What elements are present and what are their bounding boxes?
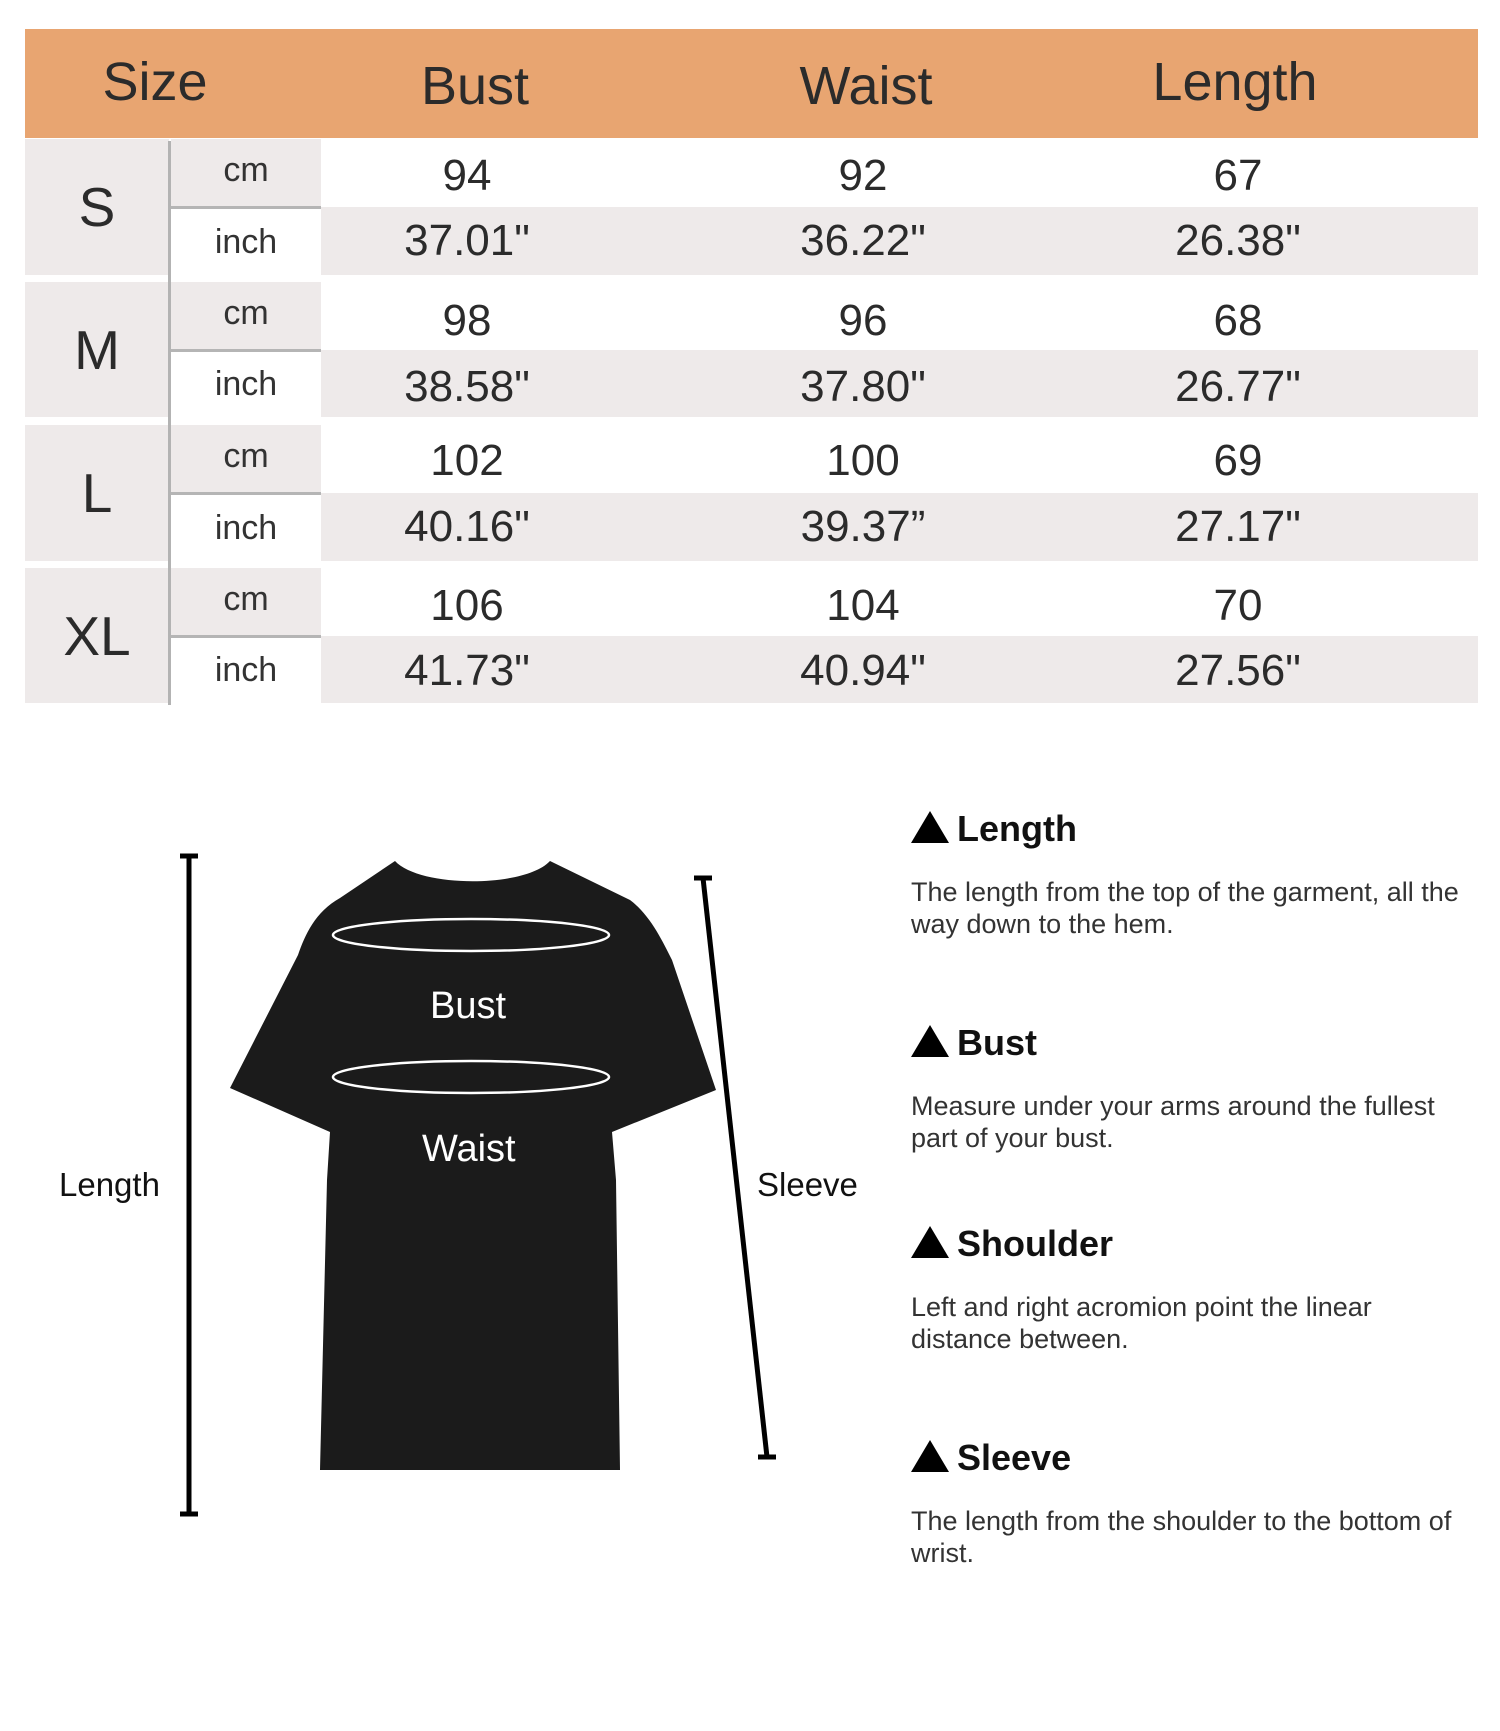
- triangle-icon: [911, 811, 949, 843]
- note-text-shoulder: Left and right acromion point the linear distance between.: [911, 1292, 1372, 1354]
- value-xl-cm-length: 70: [1213, 581, 1263, 630]
- bust-label: Bust: [430, 985, 507, 1027]
- note-title-length: Length: [911, 811, 1077, 847]
- size-cell-l: L: [25, 425, 169, 561]
- note-text-length: The length from the top of the garment, all the way down to the hem.: [911, 877, 1459, 939]
- table-header: [25, 29, 1478, 138]
- value-m-inch-length: 26.77": [1175, 362, 1301, 411]
- value-xl-inch-waist: 40.94": [800, 646, 926, 695]
- value-xl-inch-length: 27.56": [1175, 646, 1301, 695]
- value-xl-cm-bust: 106: [430, 581, 504, 630]
- note-text-bust: Measure under your arms around the fullest part of your bust.: [911, 1091, 1435, 1153]
- size-chart-table: [25, 29, 1478, 705]
- value-l-cm-length: 69: [1213, 436, 1263, 485]
- length-measure-line: [180, 856, 198, 1514]
- value-l-inch-waist: 39.37”: [800, 502, 926, 551]
- size-cell-xl: XL: [25, 568, 169, 703]
- size-cell-s: S: [25, 139, 169, 275]
- note-title-sleeve: Sleeve: [911, 1440, 1071, 1476]
- value-s-inch-bust: 37.01": [404, 216, 530, 265]
- note-title-bust: Bust: [911, 1025, 1037, 1061]
- triangle-icon: [911, 1025, 949, 1057]
- unit-cm-s: cm: [171, 139, 321, 209]
- value-m-inch-bust: 38.58": [404, 362, 530, 411]
- unit-inch-m: inch: [171, 352, 321, 417]
- unit-cm-m: cm: [171, 282, 321, 352]
- sleeve-side-label: Sleeve: [757, 1166, 858, 1203]
- unit-cm-l: cm: [171, 425, 321, 495]
- value-s-inch-waist: 36.22": [800, 216, 926, 265]
- unit-inch-xl: inch: [171, 638, 321, 703]
- waist-label: Waist: [422, 1128, 516, 1170]
- value-s-cm-length: 67: [1213, 151, 1263, 200]
- value-xl-cm-waist: 104: [826, 581, 900, 630]
- value-l-inch-bust: 40.16": [404, 502, 530, 551]
- unit-cm-xl: cm: [171, 568, 321, 638]
- value-m-inch-waist: 37.80": [800, 362, 926, 411]
- note-text-sleeve: The length from the shoulder to the bottom of wrist.: [911, 1506, 1452, 1568]
- length-side-label: Length: [59, 1166, 160, 1203]
- size-cell-m: M: [25, 282, 169, 417]
- value-m-cm-bust: 98: [442, 296, 492, 345]
- value-s-inch-length: 26.38": [1175, 216, 1301, 265]
- value-m-cm-length: 68: [1213, 296, 1263, 345]
- value-l-cm-waist: 100: [826, 436, 900, 485]
- header-bust: Bust: [420, 56, 530, 116]
- value-l-cm-bust: 102: [430, 436, 504, 485]
- header-waist: Waist: [799, 56, 933, 116]
- value-l-inch-length: 27.17": [1175, 502, 1301, 551]
- column-divider: [168, 141, 171, 705]
- value-s-cm-bust: 94: [442, 151, 492, 200]
- header-length: Length: [1152, 52, 1318, 112]
- value-m-cm-waist: 96: [838, 296, 888, 345]
- value-xl-inch-bust: 41.73": [404, 646, 530, 695]
- triangle-icon: [911, 1440, 949, 1472]
- triangle-icon: [911, 1226, 949, 1258]
- unit-inch-l: inch: [171, 495, 321, 561]
- unit-inch-s: inch: [171, 209, 321, 275]
- header-size: Size: [102, 52, 208, 112]
- value-s-cm-waist: 92: [838, 151, 888, 200]
- note-title-shoulder: Shoulder: [911, 1226, 1113, 1262]
